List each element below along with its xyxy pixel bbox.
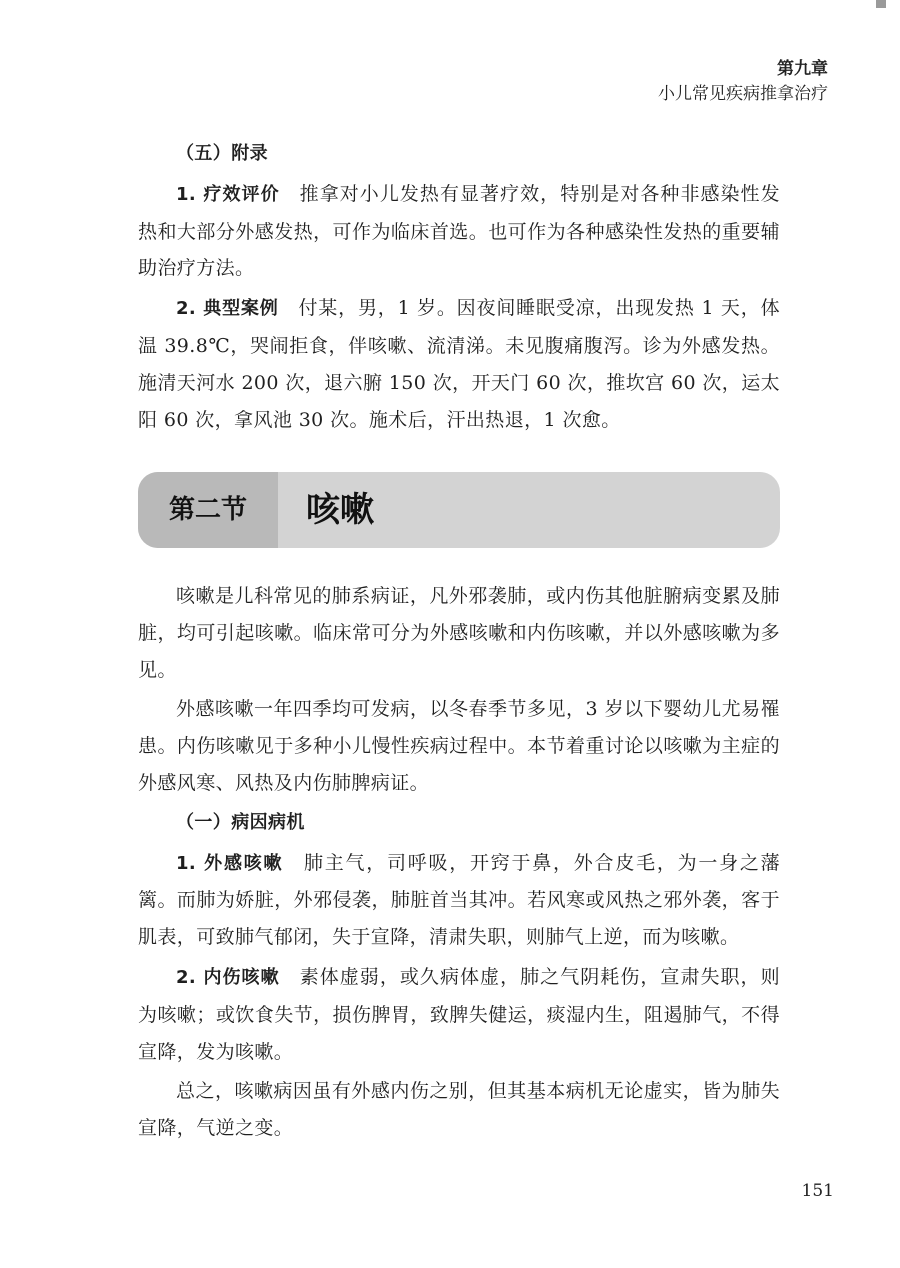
etiology-heading: （一）病因病机 bbox=[176, 811, 305, 833]
efficacy-text: 推拿对小儿发热有显著疗效，特别是对各种非感染性发热和大部分外感发热，可作为临床首选。也可作为各种感染性发热的重要辅助治疗方法。 bbox=[138, 182, 780, 280]
internal-cough-label: 2. 内伤咳嗽 bbox=[176, 966, 280, 988]
page-number: 151 bbox=[801, 1181, 834, 1201]
case-paragraph bbox=[138, 290, 780, 438]
chapter-title: 小儿常见疾病推拿治疗 bbox=[658, 84, 828, 104]
appendix-heading: （五）附录 bbox=[176, 143, 268, 164]
intro-paragraph-1: 咳嗽是儿科常见的肺系病证，凡外邪袭肺，或内伤其他脏腑病变累及肺脏，均可引起咳嗽。临床常可分为外感咳嗽和内伤咳嗽，并以外感咳嗽为多见。 bbox=[138, 585, 780, 681]
chapter-label: 第九章 bbox=[777, 59, 828, 79]
intro-paragraph-2: 外感咳嗽一年四季均可发病，以冬春季节多见，3 岁以下婴幼儿尤易罹患。内伤咳嗽见于多种小儿慢性疾病过程中。本节着重讨论以咳嗽为主症的外感风寒、风热及内伤肺脾病证。 bbox=[138, 698, 780, 794]
external-cough-paragraph bbox=[138, 845, 780, 956]
section-title: 咳嗽 bbox=[306, 490, 374, 530]
section-banner bbox=[138, 472, 780, 548]
running-header bbox=[658, 57, 828, 107]
efficacy-paragraph bbox=[138, 176, 780, 287]
section-number: 第二节 bbox=[168, 495, 247, 525]
external-cough-text: 肺主气，司呼吸，开窍于鼻，外合皮毛，为一身之藩篱。而肺为娇脏，外邪侵袭，肺脏首当其冲。若风寒或风热之邪外袭，客于肌表，可致肺气郁闭，失于宣降，清肃失职，则肺气上逆，而为咳嗽。 bbox=[138, 851, 781, 949]
summary-paragraph: 总之，咳嗽病因虽有外感内伤之别，但其基本病机无论虚实，皆为肺失宣降，气逆之变。 bbox=[138, 1080, 780, 1140]
internal-cough-paragraph bbox=[138, 959, 780, 1070]
page-corner-mark bbox=[876, 0, 886, 8]
case-text: 付某，男，1 岁。因夜间睡眠受凉，出现发热 1 天，体温 39.8℃，哭闹拒食，伴咳嗽、流清涕。未见腹痛腹泻。诊为外感发热。施清天河水 200 次，退六腑 150 次，开天门 60 次，推坎宫 60 次，运太阳 60 次，拿风池 30 次。施术后，汗出热退，1 次愈。 bbox=[138, 297, 781, 431]
internal-cough-text: 素体虚弱，或久病体虚，肺之气阴耗伤，宣肃失职，则为咳嗽；或饮食失节，损伤脾胃，致脾失健运，痰湿内生，阻遏肺气，不得宣降，发为咳嗽。 bbox=[138, 965, 780, 1063]
efficacy-label: 1. 疗效评价 bbox=[176, 183, 280, 205]
section-body bbox=[138, 578, 780, 1147]
external-cough-label: 1. 外感咳嗽 bbox=[176, 852, 284, 874]
appendix-block bbox=[138, 136, 780, 438]
case-label: 2. 典型案例 bbox=[176, 298, 279, 320]
